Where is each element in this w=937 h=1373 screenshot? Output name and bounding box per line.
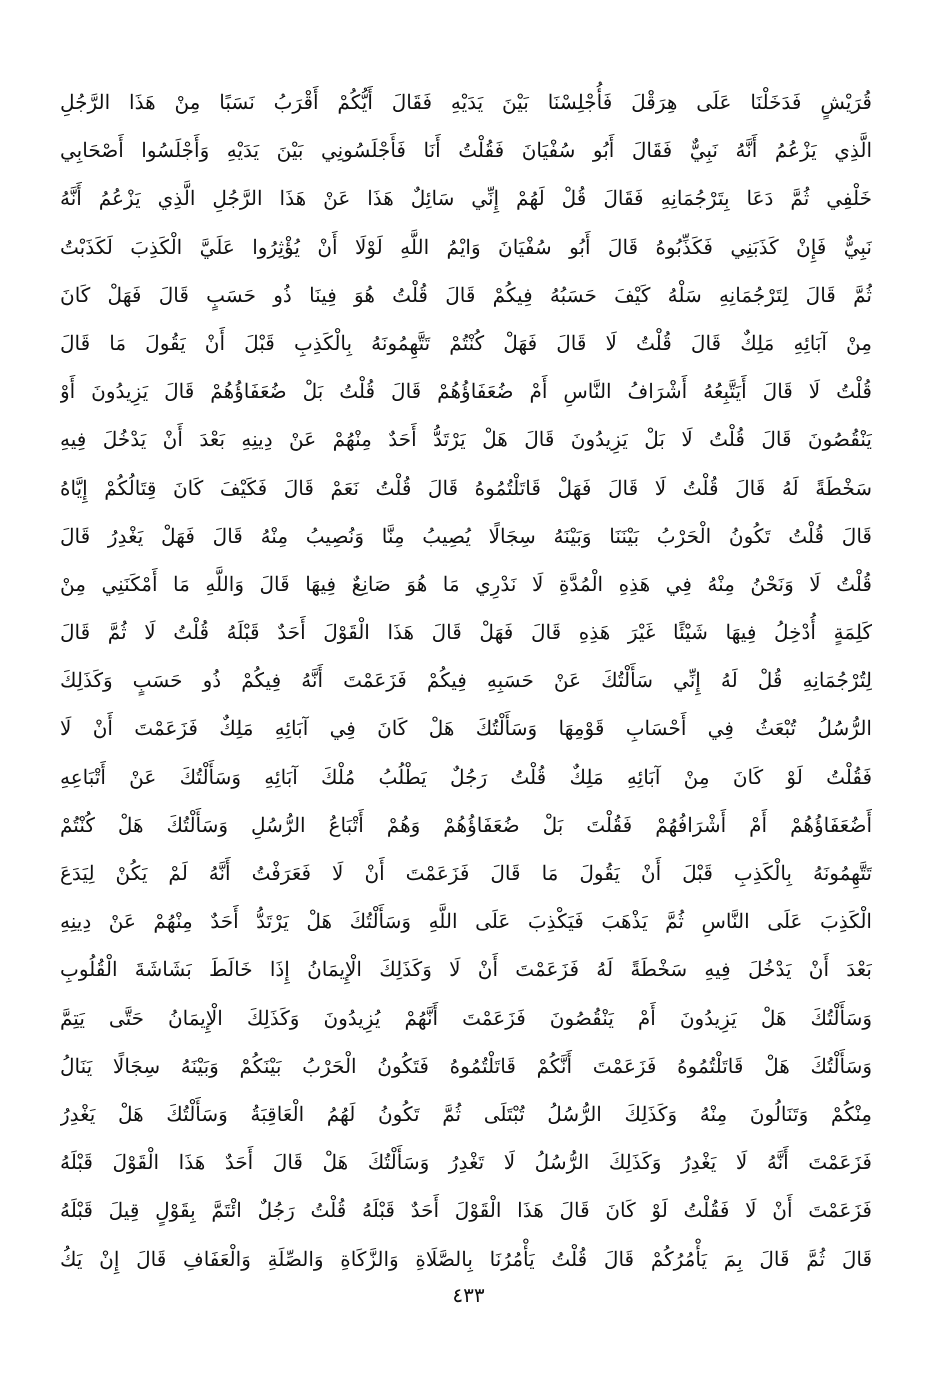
text-line: وَسَأَلْتُكَ هَلْ يَزِيدُونَ أَمْ يَنْقُصُونَ فَزَعَمْتَ أَنَّهُمْ يُزِيدُونَ وَكَذَلِكَ الْإِيمَانُ حَتَّى يَتِمَّ xyxy=(60,1005,872,1030)
text-line: بَعْدَ أَنْ يَدْخُلَ فِيهِ سَخْطَةً لَهُ فَزَعَمْتَ أَنْ لَا وَكَذَلِكَ الْإِيمَانُ إِذَا خَالَطَ بَشَاشَةَ الْقُلُوبِ xyxy=(60,957,872,982)
text-line: كَلِمَةٍ أُدْخِلُ فِيهَا شَيْئًا غَيْرَ هَذِهِ قَالَ فَهَلْ قَالَ هَذَا الْقَوْلَ أَحَدٌ قَبْلَهُ قُلْتُ لَا ثُمَّ قَالَ xyxy=(60,620,872,645)
text-line: ثُمَّ قَالَ لِتَرْجُمَانِهِ سَلْهُ كَيْفَ حَسَبُهُ فِيكُمْ قَالَ قُلْتُ هُوَ فِينَا ذُو حَسَبٍ قَالَ فَهَلْ كَانَ xyxy=(60,282,872,307)
text-line: يَنْقُصُونَ قَالَ قُلْتُ لَا بَلْ يَزِيدُونَ قَالَ هَلْ يَرْتَدُّ أَحَدٌ مِنْهُمْ عَنْ دِينِهِ بَعْدَ أَنْ يَدْخُلَ فِيهِ xyxy=(60,427,872,452)
text-line: خَلْفِي ثُمَّ دَعَا بِتَرْجُمَانِهِ فَقَالَ قُلْ لَهُمْ إِنِّي سَائِلٌ هَذَا عَنْ هَذَا الرَّجُلِ الَّذِي يَزْعُمُ أَنَّهُ xyxy=(60,186,872,211)
text-line: قَالَ قُلْتُ تَكُونُ الْحَرْبُ بَيْنَنَا وَبَيْنَهُ سِجَالًا يُصِيبُ مِنَّا وَنُصِيبُ مِنْهُ قَالَ فَهَلْ يَغْدِرُ قَالَ xyxy=(60,523,872,548)
text-line: مِنْ آبَائِهِ مَلِكٌ قَالَ قُلْتُ لَا قَالَ فَهَلْ كُنْتُمْ تَتَّهِمُونَهُ بِالْكَذِبِ قَبْلَ أَنْ يَقُولَ مَا قَالَ xyxy=(60,330,872,355)
text-line: قُلْتُ لَا قَالَ أَيَتَّبِعُهُ أَشْرَافُ النَّاسِ أَمْ ضُعَفَاؤُهُمْ قَالَ قُلْتُ بَلْ ضُعَفَاؤُهُمْ قَالَ يَزِيدُونَ أَوْ xyxy=(60,379,872,404)
text-line: قُلْتُ لَا وَنَحْنُ مِنْهُ فِي هَذِهِ الْمُدَّةِ لَا نَدْرِي مَا هُوَ صَانِعٌ فِيهَا قَالَ وَاللَّهِ مَا أَمْكَنَنِي مِنْ xyxy=(60,571,872,596)
text-line: قَالَ ثُمَّ قَالَ بِمَ يَأْمُرُكُمْ قَالَ قُلْتُ يَأْمُرُنَا بِالصَّلَاةِ وَالزَّكَاةِ وَالصِّلَةِ وَالْعَفَافِ قَالَ إِنْ يَكُ xyxy=(60,1246,872,1271)
page-number: ٤٣٣ xyxy=(452,1283,485,1307)
text-line: وَسَأَلْتُكَ هَلْ قَاتَلْتُمُوهُ فَزَعَمْتَ أَنَّكُمْ قَاتَلْتُمُوهُ فَتَكُونُ الْحَرْبُ بَيْنَكُمْ وَبَيْنَهُ سِجَالًا يَنَالُ xyxy=(60,1053,872,1078)
text-line: قُرَيْشٍ فَدَخَلْنَا عَلَى هِرَقْلَ فَأُجْلِسْنَا بَيْنَ يَدَيْهِ فَقَالَ أَيُّكُمْ أَقْرَبُ نَسَبًا مِنْ هَذَا الرَّجُلِ xyxy=(60,90,872,114)
text-line: تَتَّهِمُونَهُ بِالْكَذِبِ قَبْلَ أَنْ يَقُولَ مَا قَالَ فَزَعَمْتَ أَنْ لَا فَعَرَفْتُ أَنَّهُ لَمْ يَكُنْ لِيَدَعَ xyxy=(60,861,872,885)
text-line: سَخْطَةً لَهُ قَالَ قُلْتُ لَا قَالَ فَهَلْ قَاتَلْتُمُوهُ قَالَ قُلْتُ نَعَمْ قَالَ فَكَيْفَ كَانَ قِتَالُكُمْ إِيَّاهُ xyxy=(60,475,872,500)
text-line: فَقُلْتُ لَوْ كَانَ مِنْ آبَائِهِ مَلِكٌ قُلْتُ رَجُلٌ يَطْلُبُ مُلْكَ آبَائِهِ وَسَأَلْتُكَ عَنْ أَتْبَاعِهِ xyxy=(60,764,872,789)
text-line: فَزَعَمْتَ أَنَّهُ لَا يَغْدِرُ وَكَذَلِكَ الرُّسُلُ لَا تَغْدِرُ وَسَأَلْتُكَ هَلْ قَالَ أَحَدٌ هَذَا الْقَوْلَ قَبْلَهُ xyxy=(60,1150,872,1175)
text-line: الَّذِي يَزْعُمُ أَنَّهُ نَبِيٌّ فَقَالَ أَبُو سُفْيَانَ فَقُلْتُ أَنَا فَأَجْلَسُونِي بَيْنَ يَدَيْهِ وَأَجْلَسُوا أَصْحَابِي xyxy=(60,138,872,163)
text-line: لِتُرْجُمَانِهِ قُلْ لَهُ إِنِّي سَأَلْتُكَ عَنْ حَسَبِهِ فِيكُمْ فَزَعَمْتَ أَنَّهُ فِيكُمْ ذُو حَسَبٍ وَكَذَلِكَ xyxy=(60,668,872,693)
text-line: مِنْكُمْ وَتَنَالُونَ مِنْهُ وَكَذَلِكَ الرُّسُلُ تُبْتَلَى ثُمَّ تَكُونُ لَهُمُ الْعَاقِبَةُ وَسَأَلْتُكَ هَلْ يَغْدِرُ xyxy=(60,1101,872,1126)
text-line: أَضُعَفَاؤُهُمْ أَمْ أَشْرَافُهُمْ فَقُلْتَ بَلْ ضُعَفَاؤُهُمْ وَهُمْ أَتْبَاعُ الرُّسُلِ وَسَأَلْتُكَ هَلْ كُنْتُمْ xyxy=(60,812,872,837)
arabic-text-body xyxy=(60,78,872,1283)
text-line: فَزَعَمْتَ أَنْ لَا فَقُلْتُ لَوْ كَانَ قَالَ هَذَا الْقَوْلَ أَحَدٌ قَبْلَهُ قُلْتُ رَجُلٌ ائْتَمَّ بِقَوْلٍ قِيلَ قَبْلَهُ xyxy=(60,1198,872,1223)
text-line: الرُّسُلُ تُبْعَثُ فِي أَحْسَابِ قَوْمِهَا وَسَأَلْتُكَ هَلْ كَانَ فِي آبَائِهِ مَلِكٌ فَزَعَمْتَ أَنْ لَا xyxy=(60,716,872,741)
text-line: الْكَذِبَ عَلَى النَّاسِ ثُمَّ يَذْهَبَ فَيَكْذِبَ عَلَى اللَّهِ وَسَأَلْتُكَ هَلْ يَرْتَدُّ أَحَدٌ مِنْهُمْ عَنْ دِينِهِ xyxy=(60,909,872,934)
text-line: نَبِيٌّ فَإِنْ كَذَبَنِي فَكَذِّبُوهُ قَالَ أَبُو سُفْيَانَ وَايْمُ اللَّهِ لَوْلَا أَنْ يُؤْثِرُوا عَلَيَّ الْكَذِبَ لَكَذَبْتُ xyxy=(60,234,872,259)
